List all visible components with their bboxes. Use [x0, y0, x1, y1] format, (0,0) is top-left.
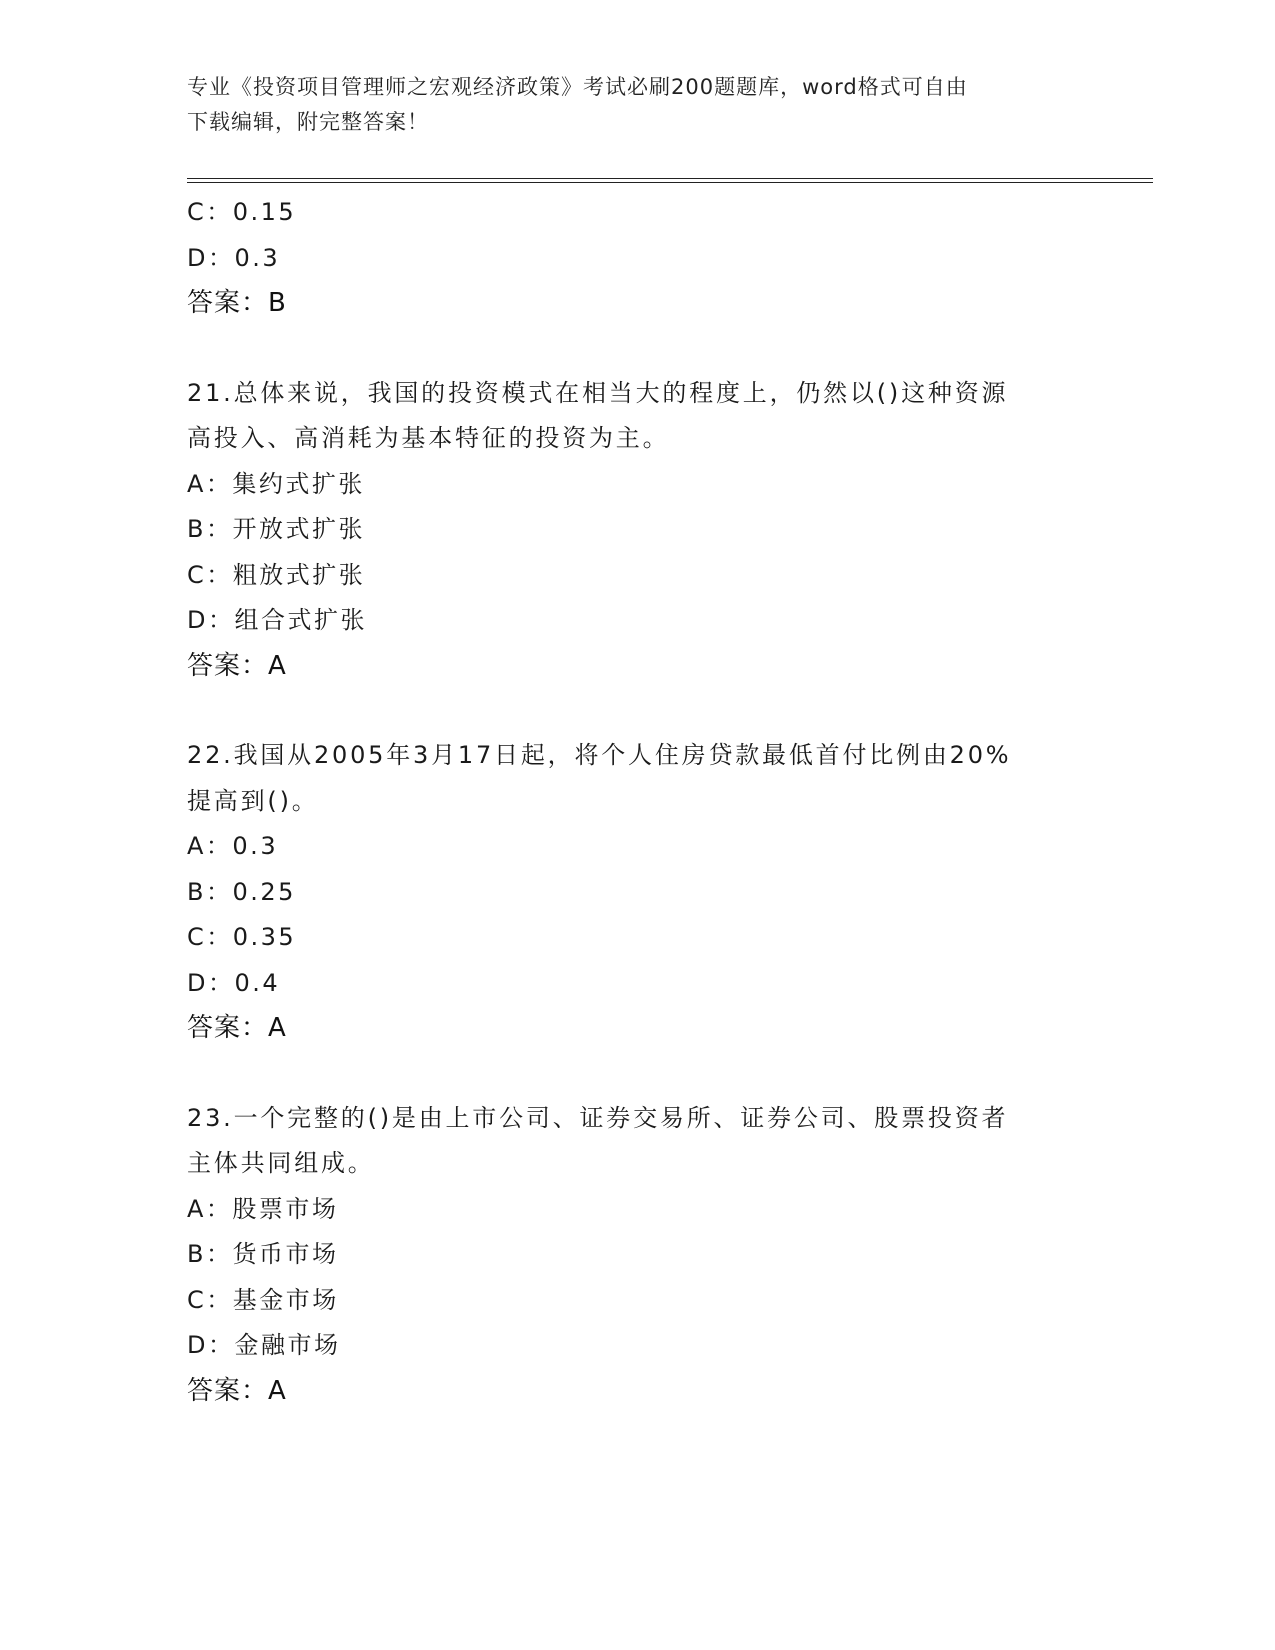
option-c: C：基金市场 [187, 1285, 339, 1314]
question-21 [187, 371, 1087, 690]
option-c: C：0.15 [187, 198, 297, 226]
document-header [187, 70, 1067, 140]
header-divider-bottom [187, 182, 1153, 183]
question-22 [187, 733, 1087, 1052]
question-stem-line-2: 提高到()。 [187, 786, 319, 815]
spacer [187, 327, 1087, 371]
question-23 [187, 1096, 1087, 1415]
spacer [187, 1052, 1087, 1096]
header-divider-top [187, 178, 1153, 179]
question-20-continued [187, 190, 1087, 327]
header-title-line-2: 下载编辑，附完整答案！ [187, 110, 429, 134]
option-d: D：0.4 [187, 968, 281, 997]
option-b: B：开放式扩张 [187, 515, 365, 543]
answer-line: 答案：A [187, 650, 287, 681]
document-body [187, 190, 1087, 1414]
option-a: A：股票市场 [187, 1194, 339, 1223]
question-stem-line-2: 高投入、高消耗为基本特征的投资为主。 [187, 424, 670, 452]
option-c: C：粗放式扩张 [187, 560, 366, 589]
option-a: A：0.3 [187, 832, 279, 860]
question-stem-line-1: 23.一个完整的()是由上市公司、证券交易所、证券公司、股票投资者 [187, 1103, 1009, 1132]
option-b: B：货币市场 [187, 1240, 339, 1268]
option-a: A：集约式扩张 [187, 469, 365, 498]
option-b: B：0.25 [187, 877, 296, 906]
answer-line: 答案：A [187, 1013, 287, 1043]
option-d: D：组合式扩张 [187, 606, 367, 634]
spacer [187, 689, 1087, 733]
answer-line: 答案：B [187, 288, 287, 318]
header-title-line-1: 专业《投资项目管理师之宏观经济政策》考试必刷200题题库，word格式可自由 [187, 75, 968, 99]
answer-line: 答案：A [187, 1375, 287, 1406]
question-stem-line-2: 主体共同组成。 [187, 1149, 375, 1177]
option-c: C：0.35 [187, 923, 297, 951]
question-stem-line-1: 22.我国从2005年3月17日起，将个人住房贷款最低首付比例由20% [187, 741, 1012, 769]
question-stem-line-1: 21.总体来说，我国的投资模式在相当大的程度上，仍然以()这种资源 [187, 378, 1009, 407]
option-d: D：0.3 [187, 243, 281, 272]
option-d: D：金融市场 [187, 1331, 341, 1359]
